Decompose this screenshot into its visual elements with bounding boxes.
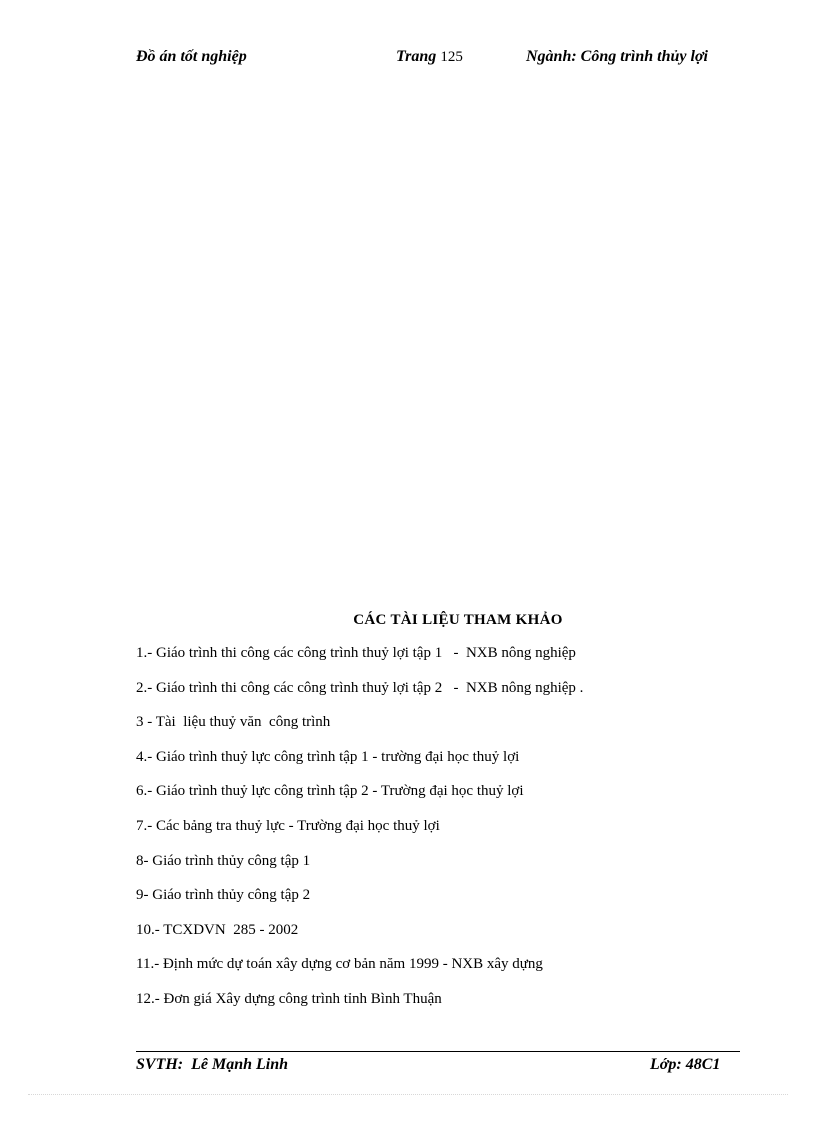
reference-list (136, 643, 736, 1024)
reference-item: 12.- Đơn giá Xây dựng công trình tỉnh Bình Thuận (136, 990, 442, 1007)
reference-item: 1.- Giáo trình thi công các công trình thuỷ lợi tập 1 - NXB nông nghiệp (136, 645, 576, 661)
references-heading: CÁC TÀI LIỆU THAM KHẢO (353, 612, 563, 628)
page-number: 125 (440, 49, 463, 65)
reference-item: 6.- Giáo trình thuỷ lực công trình tập 2 - Trường đại học thuỷ lợi (136, 783, 524, 800)
reference-item: 3 - Tài liệu thuỷ văn công trình (136, 714, 331, 731)
page-break-line (28, 1094, 788, 1095)
footer-class: Lớp: 48C1 (650, 1056, 721, 1073)
reference-item: 2.- Giáo trình thi công các công trình thuỷ lợi tập 2 - NXB nông nghiệp . (136, 679, 584, 696)
header-major: Ngành: Công trình thủy lợi (526, 48, 708, 65)
footer-divider (136, 1051, 740, 1052)
reference-item: 4.- Giáo trình thuỷ lực công trình tập 1 - trường đại học thuỷ lợi (136, 748, 520, 765)
reference-item: 10.- TCXDVN 285 - 2002 (136, 921, 299, 938)
reference-item: 8- Giáo trình thủy công tập 1 (136, 852, 311, 869)
page-label: Trang (396, 48, 437, 65)
header-page (396, 48, 463, 66)
reference-item: 11.- Định mức dự toán xây dựng cơ bản năm 1999 - NXB xây dựng (136, 956, 543, 973)
header-document-type: Đồ án tốt nghiệp (136, 48, 247, 65)
reference-item: 9- Giáo trình thủy công tập 2 (136, 887, 311, 904)
footer-student: SVTH: Lê Mạnh Linh (136, 1056, 289, 1073)
reference-item: 7.- Các bảng tra thuỷ lực - Trường đại học thuỷ lợi (136, 817, 440, 834)
